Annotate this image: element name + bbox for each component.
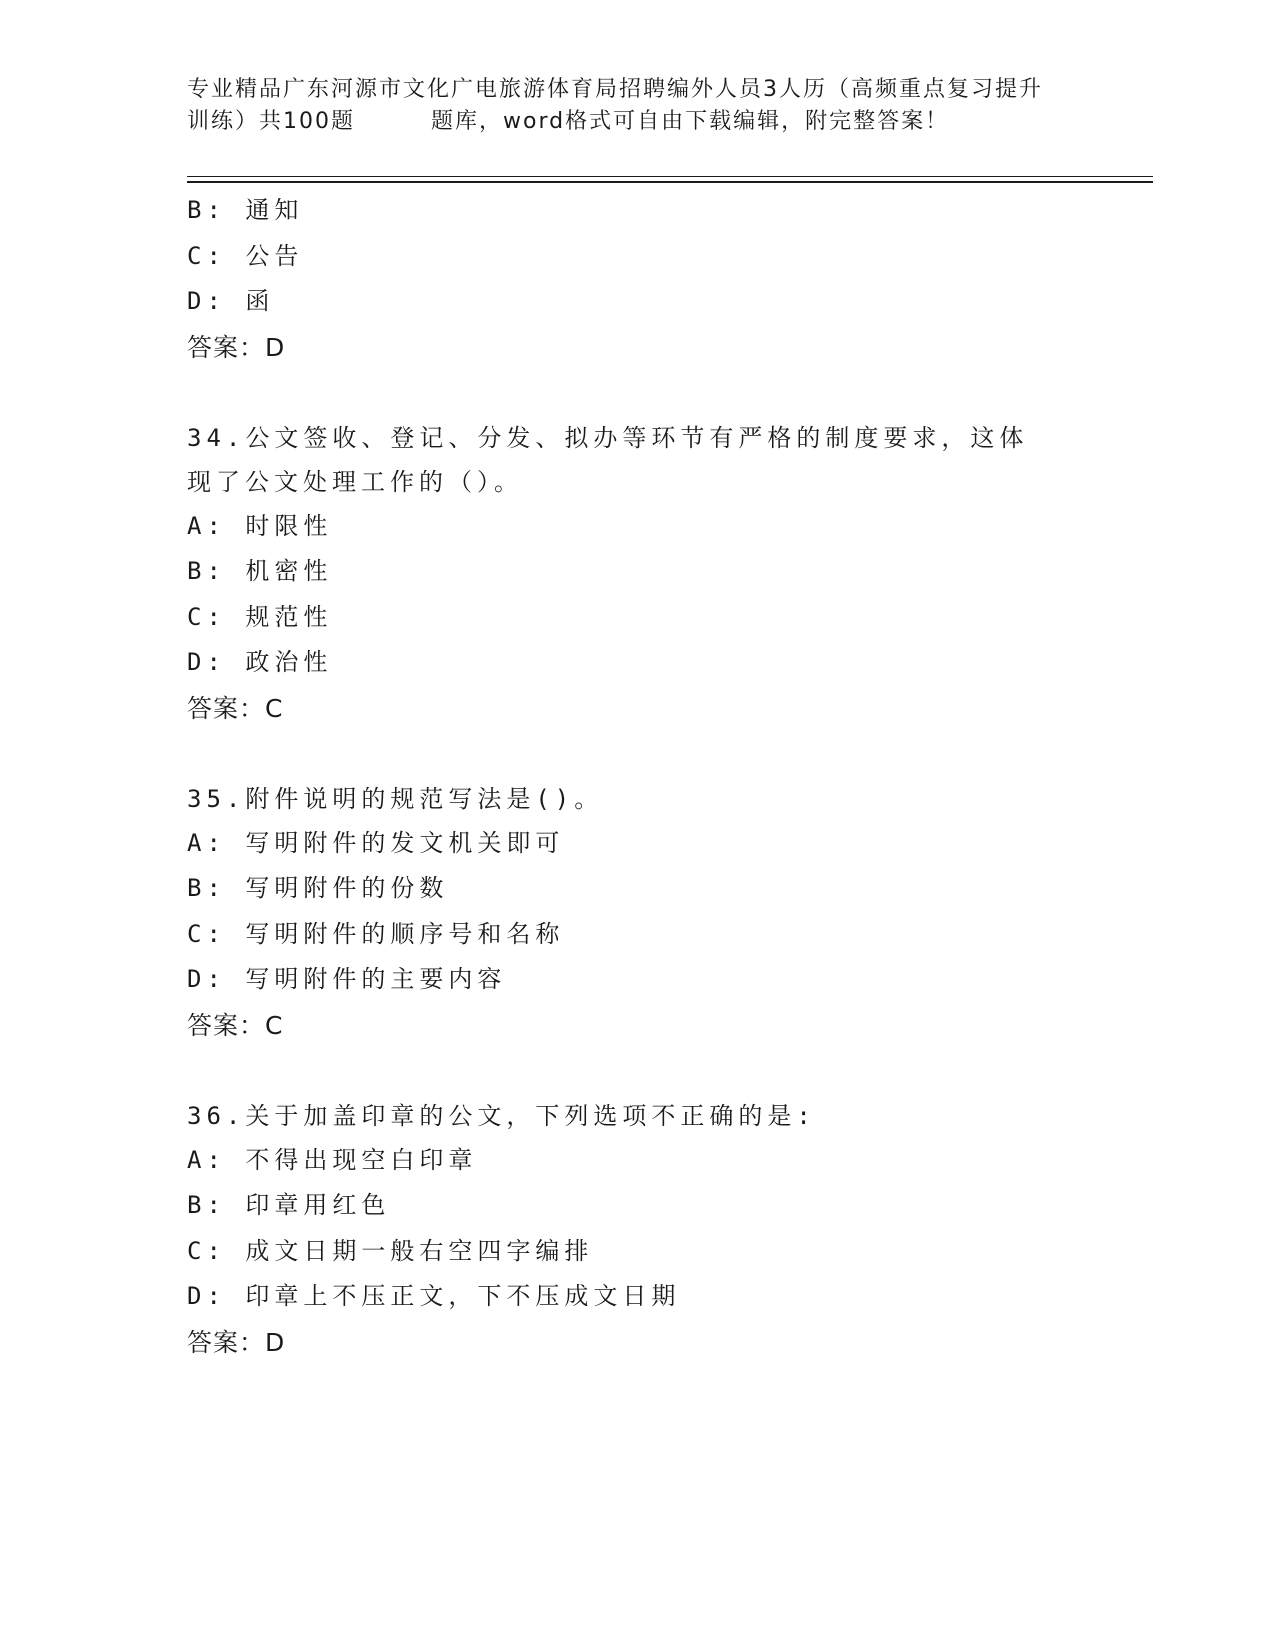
option-c: C: 成文日期一般右空四字编排 — [187, 1236, 594, 1265]
question-stem: 34.公文签收、登记、分发、拟办等环节有严格的制度要求，这体现了公文处理工作的（）。 — [187, 423, 1029, 496]
answer-line: 答案：C — [187, 1010, 284, 1040]
option-b: B: 印章用红色 — [187, 1191, 391, 1219]
question-block-35 — [187, 777, 1087, 1049]
option-d: D: 印章上不压正文，下不压成文日期 — [187, 1282, 681, 1310]
option-c: C: 公告 — [187, 241, 304, 270]
option-d: D: 政治性 — [187, 648, 333, 676]
option-a: A: 写明附件的发文机关即可 — [187, 828, 565, 857]
answer-line: 答案：D — [187, 1327, 286, 1357]
question-stem: 36.关于加盖印章的公文，下列选项不正确的是: — [187, 1101, 816, 1130]
question-block-continued — [187, 188, 1087, 371]
header-title-line2-part2: 题库，word格式可自由下载编辑，附完整答案！ — [431, 109, 950, 134]
option-c: C: 规范性 — [187, 602, 333, 631]
document-header — [187, 74, 1087, 138]
header-divider-thin — [187, 176, 1153, 177]
answer-line: 答案：C — [187, 693, 284, 723]
header-title-line2 — [187, 106, 1087, 138]
question-stem: 35.附件说明的规范写法是()。 — [187, 784, 604, 813]
question-list — [187, 188, 1087, 1366]
header-divider-thick — [187, 181, 1153, 183]
option-a: A: 不得出现空白印章 — [187, 1145, 478, 1174]
option-b: B: 机密性 — [187, 557, 333, 585]
option-a: A: 时限性 — [187, 511, 333, 540]
option-d: D: 函 — [187, 287, 275, 315]
header-title-line1: 专业精品广东河源市文化广电旅游体育局招聘编外人员3人历（高频重点复习提升 — [187, 77, 1043, 102]
question-block-34 — [187, 416, 1087, 732]
option-b: B: 通知 — [187, 196, 304, 224]
option-b: B: 写明附件的份数 — [187, 874, 449, 902]
header-title-line2-part1: 训练）共100题 — [187, 109, 355, 134]
question-block-36 — [187, 1094, 1087, 1366]
option-d: D: 写明附件的主要内容 — [187, 965, 507, 993]
option-c: C: 写明附件的顺序号和名称 — [187, 919, 565, 948]
answer-line: 答案：D — [187, 332, 286, 362]
